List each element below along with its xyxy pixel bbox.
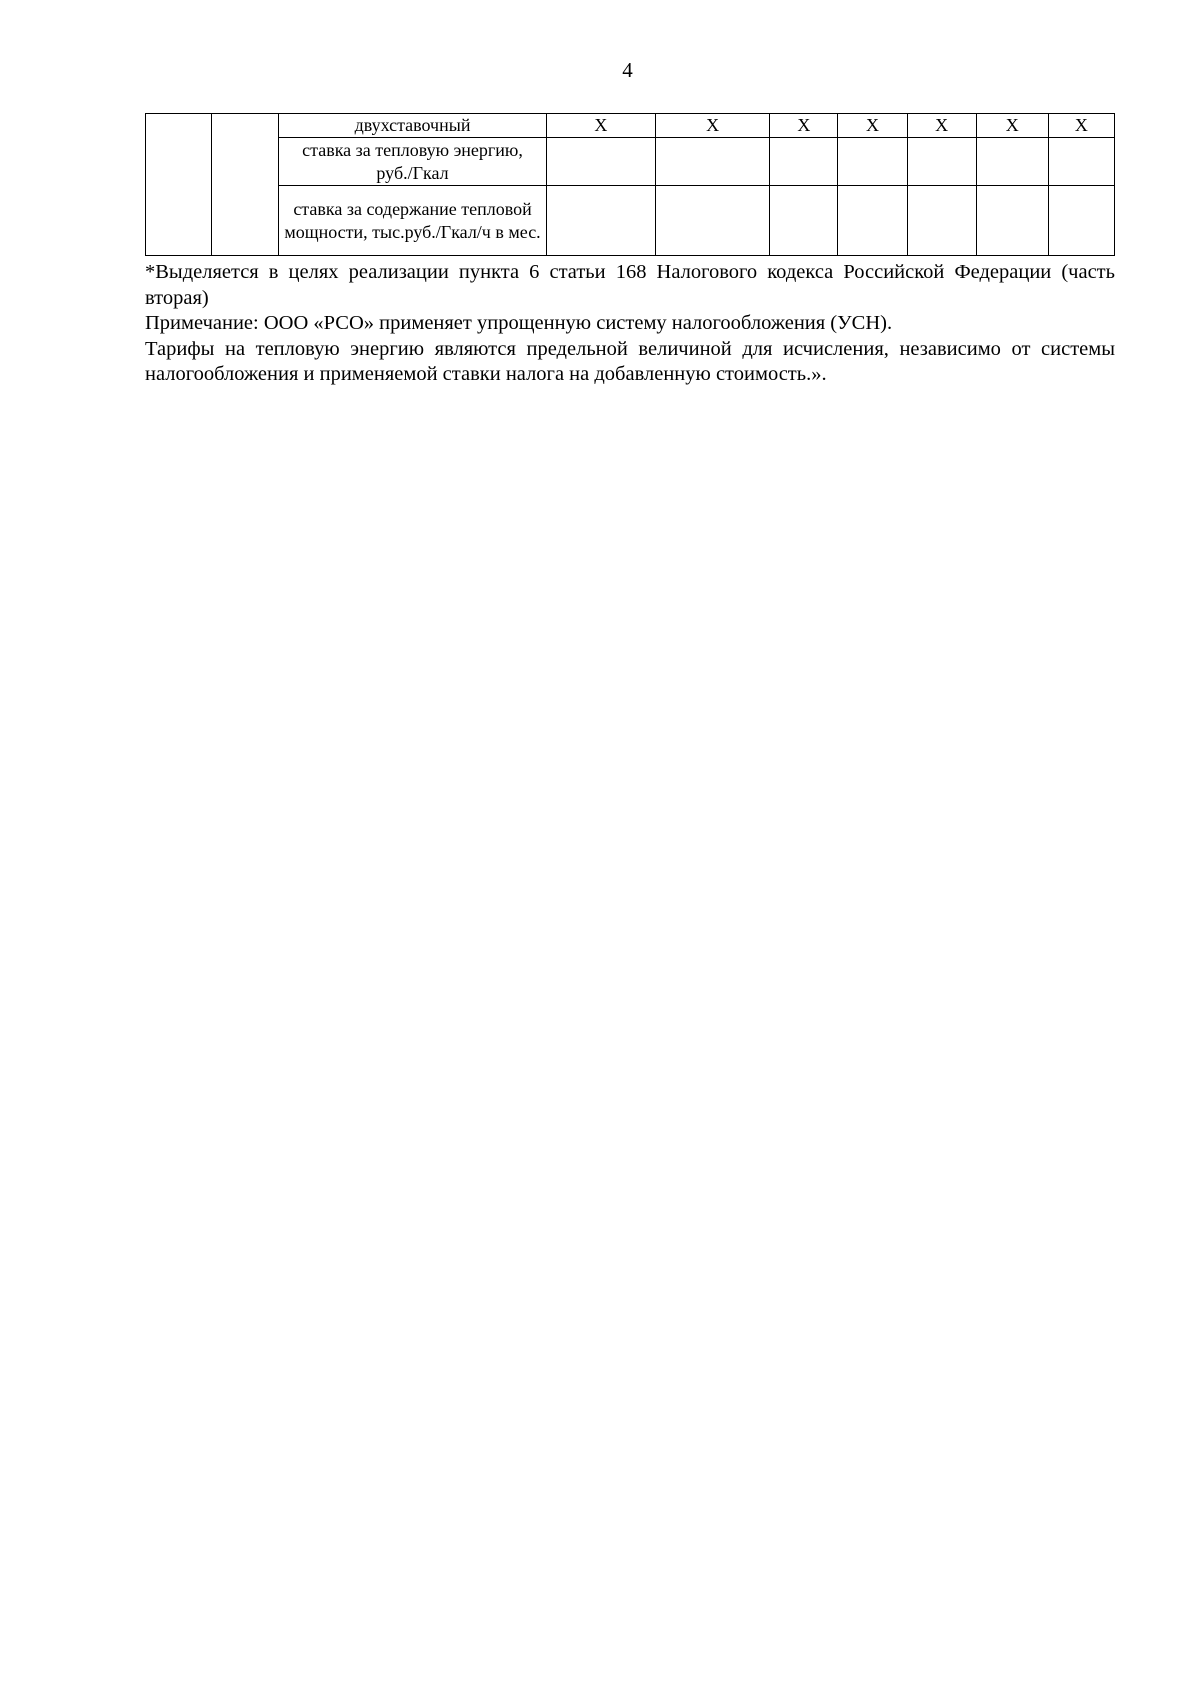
table-cell: Х (1048, 114, 1114, 138)
table-cell: Х (546, 114, 655, 138)
table-cell (907, 138, 976, 186)
footnote: *Выделяется в целях реализации пункта 6 статьи 168 Налогового кодекса Российской Федерации (часть вторая) (145, 261, 1115, 309)
page-number: 4 (622, 58, 633, 82)
table-cell-empty (212, 114, 279, 256)
table-cell (546, 138, 655, 186)
table-cell (976, 138, 1048, 186)
row-label: ставка за тепловую энергию, руб./Гкал (279, 138, 547, 186)
table-cell (907, 186, 976, 256)
table-cell: Х (976, 114, 1048, 138)
remark: Примечание: ООО «РСО» применяет упрощенную систему налогообложения (УСН). (145, 312, 893, 334)
table-cell (656, 186, 770, 256)
table-cell: Х (770, 114, 838, 138)
table-cell (656, 138, 770, 186)
table-cell: Х (838, 114, 907, 138)
table-cell (976, 186, 1048, 256)
table-row (146, 138, 1115, 186)
table-cell: Х (907, 114, 976, 138)
table-cell (546, 186, 655, 256)
row-label: ставка за содержание тепловой мощности, тыс.руб./Гкал/ч в мес. (279, 186, 547, 256)
notes-section (145, 260, 1115, 388)
table-cell (1048, 138, 1114, 186)
table-cell (770, 186, 838, 256)
table-cell (838, 138, 907, 186)
table-cell (838, 186, 907, 256)
table-row (146, 186, 1115, 256)
table-cell (1048, 186, 1114, 256)
table-cell (770, 138, 838, 186)
row-label: двухставочный (279, 114, 547, 138)
table-row (146, 114, 1115, 138)
tariff-table (145, 113, 1115, 256)
table-cell-empty (146, 114, 212, 256)
tariff-note: Тарифы на тепловую энергию являются предельной величиной для исчисления, независимо от системы налогообложения и применяемой ставки налога на добавленную стоимость.». (145, 337, 1115, 385)
table-cell: Х (656, 114, 770, 138)
